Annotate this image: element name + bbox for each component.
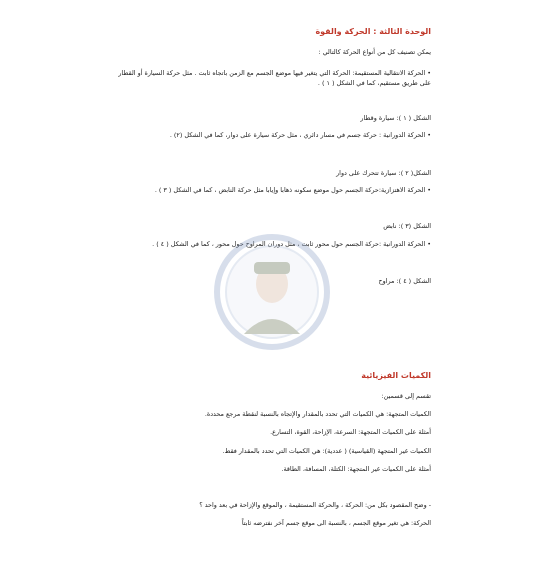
figure-caption: الشكل ( ١ ): سيارة وقطار [360, 114, 431, 122]
figure-caption: الشكل( ٢ ): سيارة تتحرك على دوار [336, 169, 431, 177]
section-line: الحركة: هي تغير موقع الجسم ، بالنسبة الى موقع جسم آخر نفترضه ثابتاً [241, 519, 431, 527]
figure-caption: الشكل (٣ ): نابض [383, 222, 431, 230]
section-line: الكميات المتجهة: هي الكميات التي تحدد بالمقدار والإتجاه بالنسبة لنقطة مرجع محددة. [204, 410, 431, 418]
list-item: • الحركة الاهتزازية:حركة الجسم حول موضع سكونه ذهابا وإيابا مثل حركة النابض ، كما في الشكل ( ٣ ) . [154, 186, 431, 194]
section-line: أمثلة على الكميات المتجهة: السرعة، الإزاحة، القوة، التسارع. [270, 428, 431, 436]
list-item: • الحركة الانتقالية المستقيمة: الحركة التي يتغير فيها موضع الجسم مع الزمن باتجاه ثابت . مثل حركة السيارة أو القطار على طريق مستقيم، كما في الشكل ( ١ ) . [118, 69, 431, 87]
section-line: الكميات غير المتجهة (القياسية) ( عددية): هي الكميات التي تحدد بالمقدار فقط. [222, 447, 431, 455]
portrait-seal-watermark [214, 234, 330, 350]
section-line: - وضح المقصود بكل من: الحركة ، والحركة المستقيمة ، والموقع والإزاحة في بعد واحد ؟ [199, 501, 431, 509]
figure-caption: الشكل ( ٤ ): مراوح [378, 277, 431, 285]
list-item: • الحركة الدورانية :حركة الجسم حول محور ثابت ، مثل دوران المراوح حول محور ، كما في الشكل ( ٤ ) . [152, 240, 431, 248]
unit-heading: الوحدة الثالثة : الحركة والقوة [315, 27, 431, 36]
section-heading: الكميات الفيزيائية [361, 371, 431, 380]
section-line: أمثلة على الكميات غير المتجهة: الكتلة، المسافة، الطاقة. [281, 465, 431, 473]
intro-text: يمكن تصنيف كل من أنواع الحركة كالتالي : [318, 48, 431, 56]
section-line: تقسم إلى قسمين: [381, 392, 431, 400]
list-item: • الحركة الدورانية : حركة جسم في مسار دائري ، مثل حركة سيارة على دوار، كما في الشكل (٢) . [169, 131, 431, 139]
